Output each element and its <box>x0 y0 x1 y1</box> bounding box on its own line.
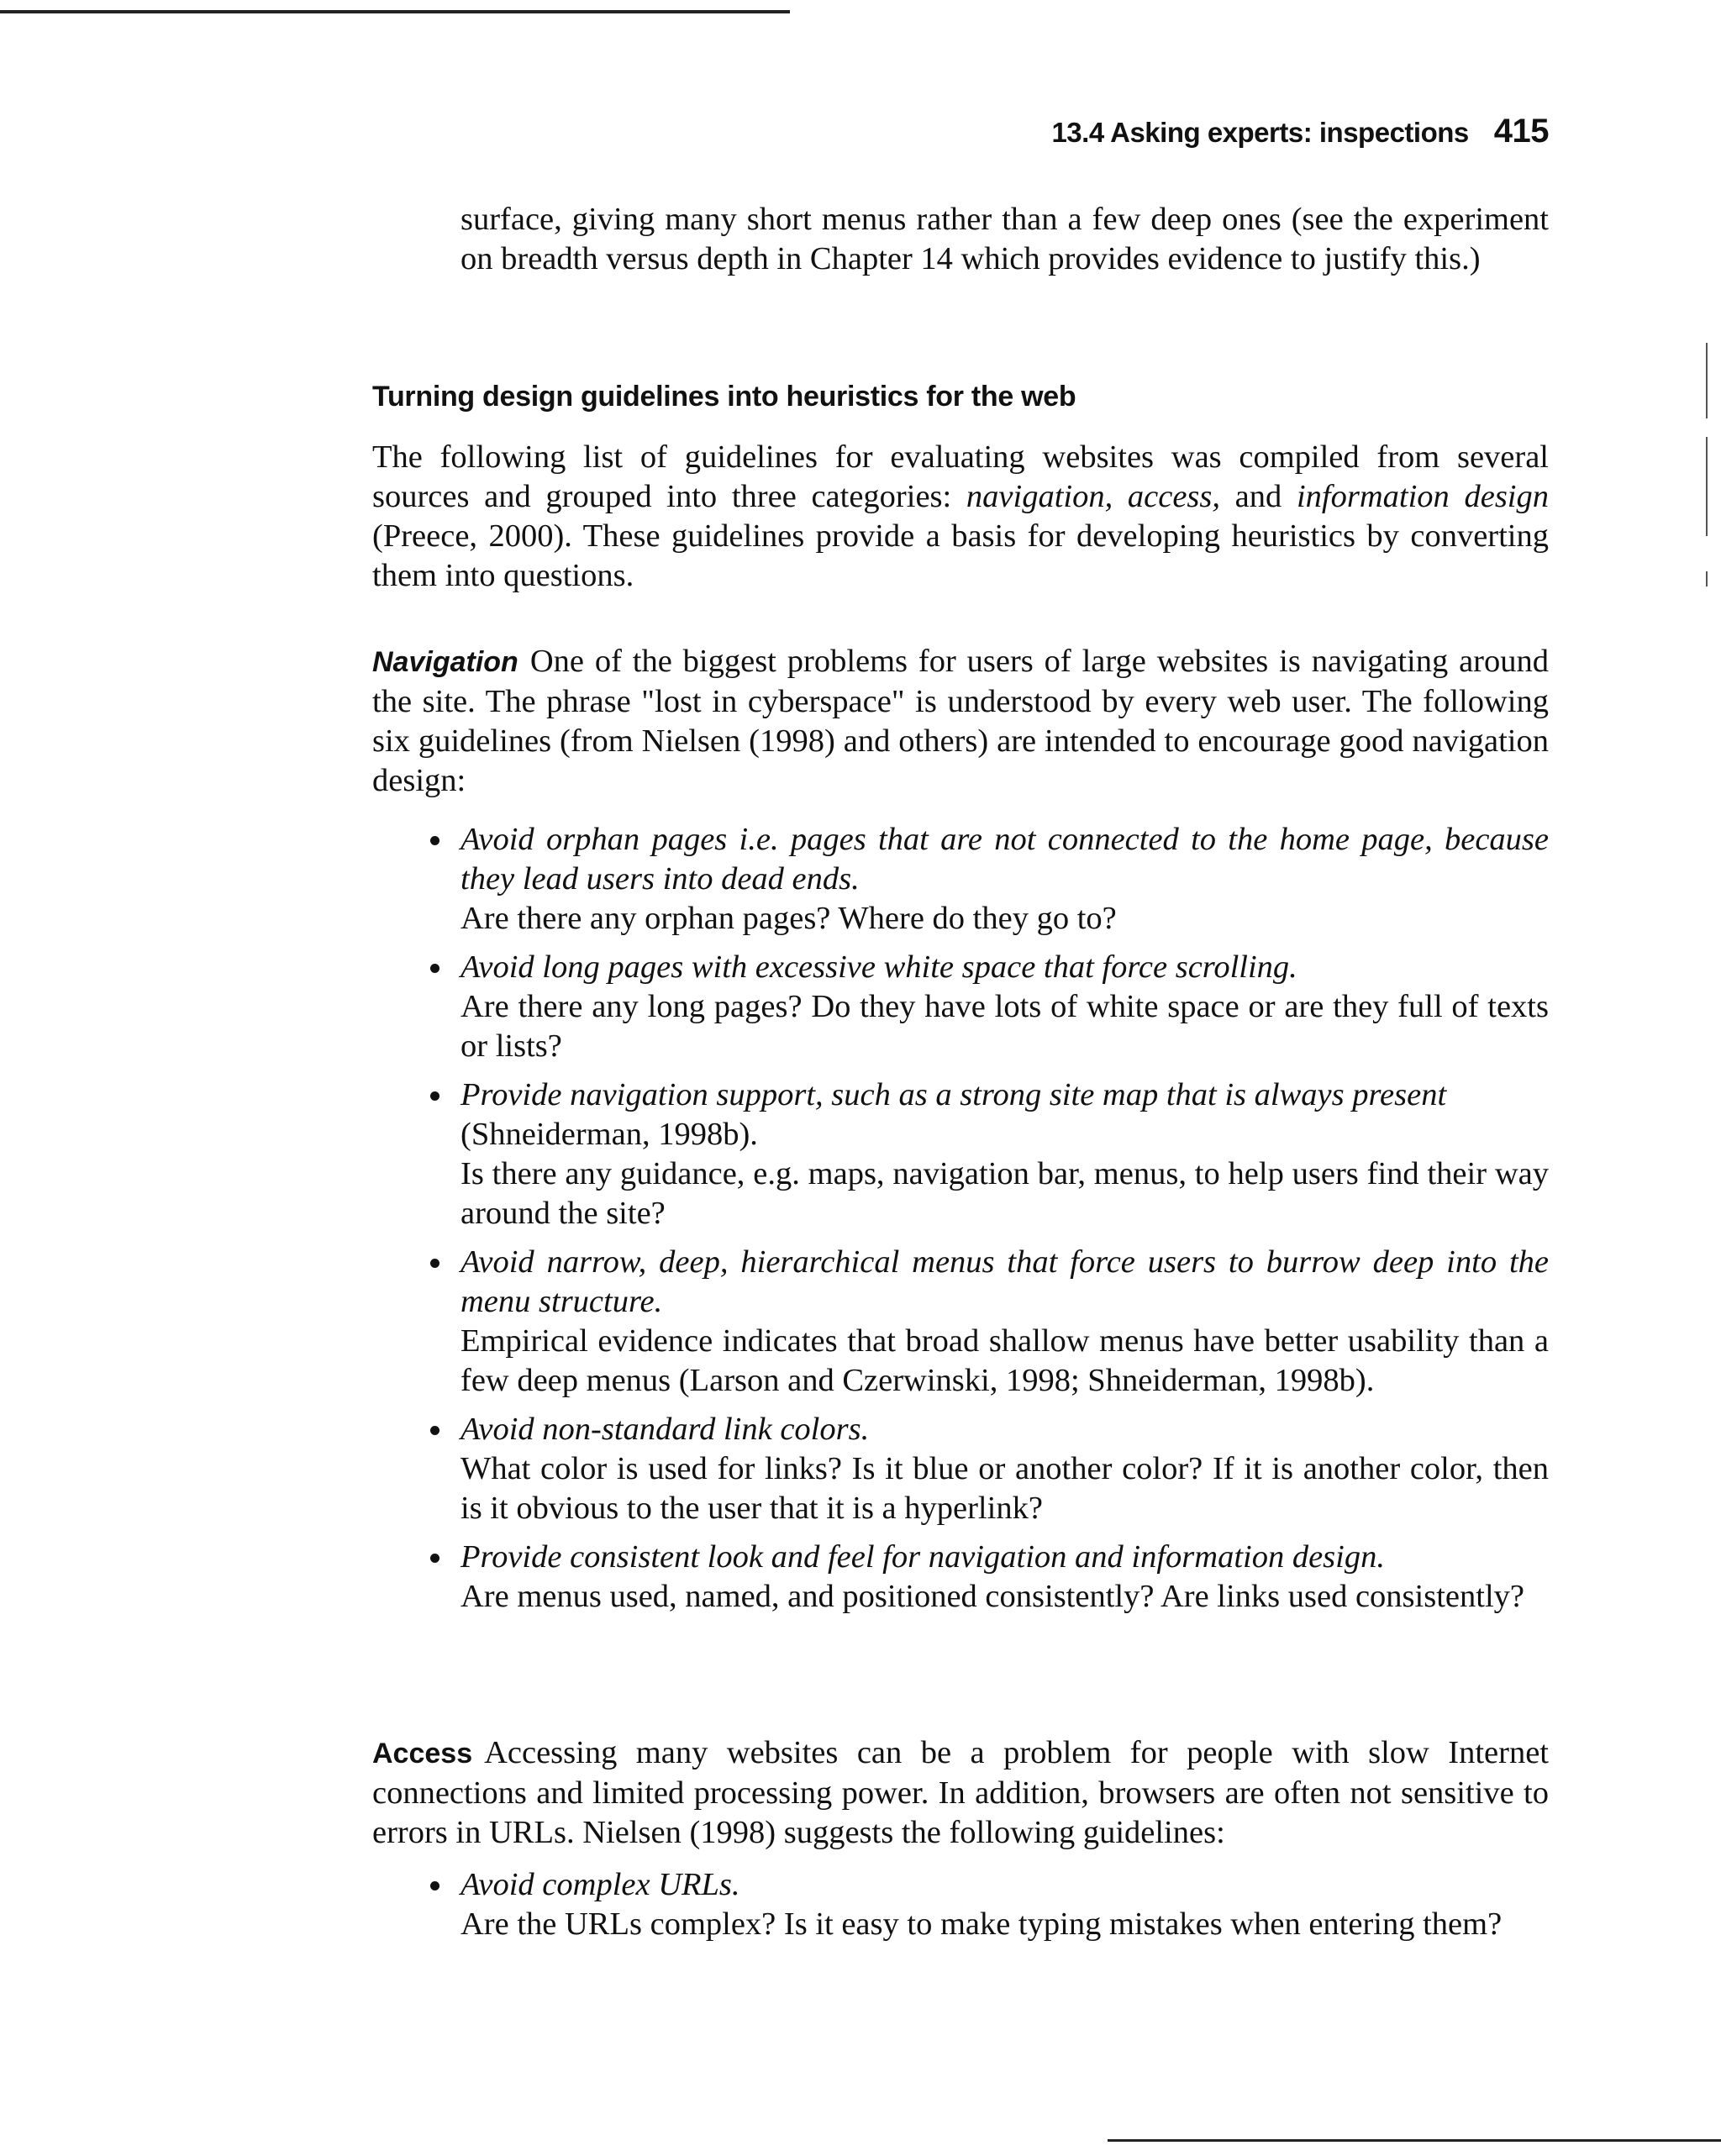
margin-mark <box>1706 437 1708 536</box>
list-item <box>461 820 1549 939</box>
guideline-text: Avoid long pages with excessive white space that force scrolling. <box>461 949 1297 985</box>
list-item <box>461 1538 1549 1617</box>
access-list <box>461 1865 1549 1954</box>
access-label: Access <box>372 1738 473 1769</box>
bullet-icon <box>430 1426 439 1435</box>
guideline-text: Avoid orphan pages i.e. pages that are not connected to the home page, because they lead users into dead ends. <box>461 822 1549 897</box>
navigation-paragraph <box>372 642 1549 801</box>
guideline-text: Avoid non-standard link colors. <box>461 1412 870 1447</box>
margin-mark <box>1706 343 1708 418</box>
question-text: Are there any orphan pages? Where do they go to? <box>461 901 1117 936</box>
list-item <box>461 1243 1549 1401</box>
section-text-and: and <box>1220 479 1297 514</box>
navigation-list <box>461 820 1549 1626</box>
bottom-rule <box>1108 2139 1721 2142</box>
question-text: Is there any guidance, e.g. maps, navigation bar, menus, to help users find their way around the site? <box>461 1156 1549 1231</box>
bullet-icon <box>430 964 439 973</box>
guideline-text: Avoid complex URLs. <box>461 1867 740 1902</box>
list-item <box>461 948 1549 1066</box>
access-text: Accessing many websites can be a problem for people with slow Internet connections and limited processing power. In addition, browsers are often not sensitive to errors in URLs. Nielsen (1998) suggests the following guidelines: <box>372 1735 1549 1850</box>
bullet-icon <box>430 1091 439 1101</box>
section-paragraph <box>372 438 1549 596</box>
top-rule <box>0 10 790 13</box>
category-term-3: information design <box>1296 479 1549 514</box>
category-terms: navigation, access, <box>966 479 1220 514</box>
page-number: 415 <box>1493 113 1549 150</box>
bullet-icon <box>430 1259 439 1268</box>
section-heading: Turning design guidelines into heuristics for the web <box>372 381 1076 413</box>
guideline-text: Provide navigation support, such as a strong site map that is always present <box>461 1077 1447 1112</box>
navigation-text: One of the biggest problems for users of large websites is navigating around the site. The phrase "lost in cyberspace" is understood by every web user. The following six guidelines (from Nielsen (1998) and others) are intended to encourage good navigation design: <box>372 644 1549 798</box>
question-text: What color is used for links? Is it blue or another color? If it is another color, then is it obvious to the user that it is a hyperlink? <box>461 1451 1549 1526</box>
section-text-pre: The following list of guidelines for evaluating websites was compiled from several sources and grouped into three categories: <box>372 439 1549 514</box>
list-item <box>461 1865 1549 1944</box>
margin-mark <box>1706 571 1708 586</box>
question-text: Are there any long pages? Do they have lots of white space or are they full of texts or lists? <box>461 989 1549 1064</box>
question-text: Are the URLs complex? Is it easy to make typing mistakes when entering them? <box>461 1906 1503 1942</box>
section-text-post: (Preece, 2000). These guidelines provide a basis for developing heuristics by converting them into questions. <box>372 518 1549 593</box>
access-paragraph <box>372 1733 1549 1853</box>
list-item <box>461 1410 1549 1528</box>
intro-text: surface, giving many short menus rather than a few deep ones (see the experiment on breadth versus depth in Chapter 14 which provides evidence to justify this.) <box>461 202 1549 276</box>
section-title: 13.4 Asking experts: inspections <box>1051 117 1469 148</box>
question-text: Empirical evidence indicates that broad shallow menus have better usability than a few deep menus (Larson and Czerwinski, 1998; Shneiderman, 1998b). <box>461 1323 1549 1398</box>
bullet-icon <box>430 836 439 845</box>
question-text: Are menus used, named, and positioned consistently? Are links used consistently? <box>461 1579 1524 1614</box>
list-item <box>461 1075 1549 1233</box>
guideline-text: Provide consistent look and feel for navigation and information design. <box>461 1539 1385 1575</box>
bullet-icon <box>430 1881 439 1890</box>
intro-paragraph <box>461 200 1549 279</box>
navigation-label: Navigation <box>372 646 518 678</box>
citation-text: (Shneiderman, 1998b). <box>461 1117 758 1152</box>
running-head <box>1051 113 1549 150</box>
guideline-text: Avoid narrow, deep, hierarchical menus that force users to burrow deep into the menu structure. <box>461 1244 1549 1319</box>
bullet-icon <box>430 1554 439 1563</box>
